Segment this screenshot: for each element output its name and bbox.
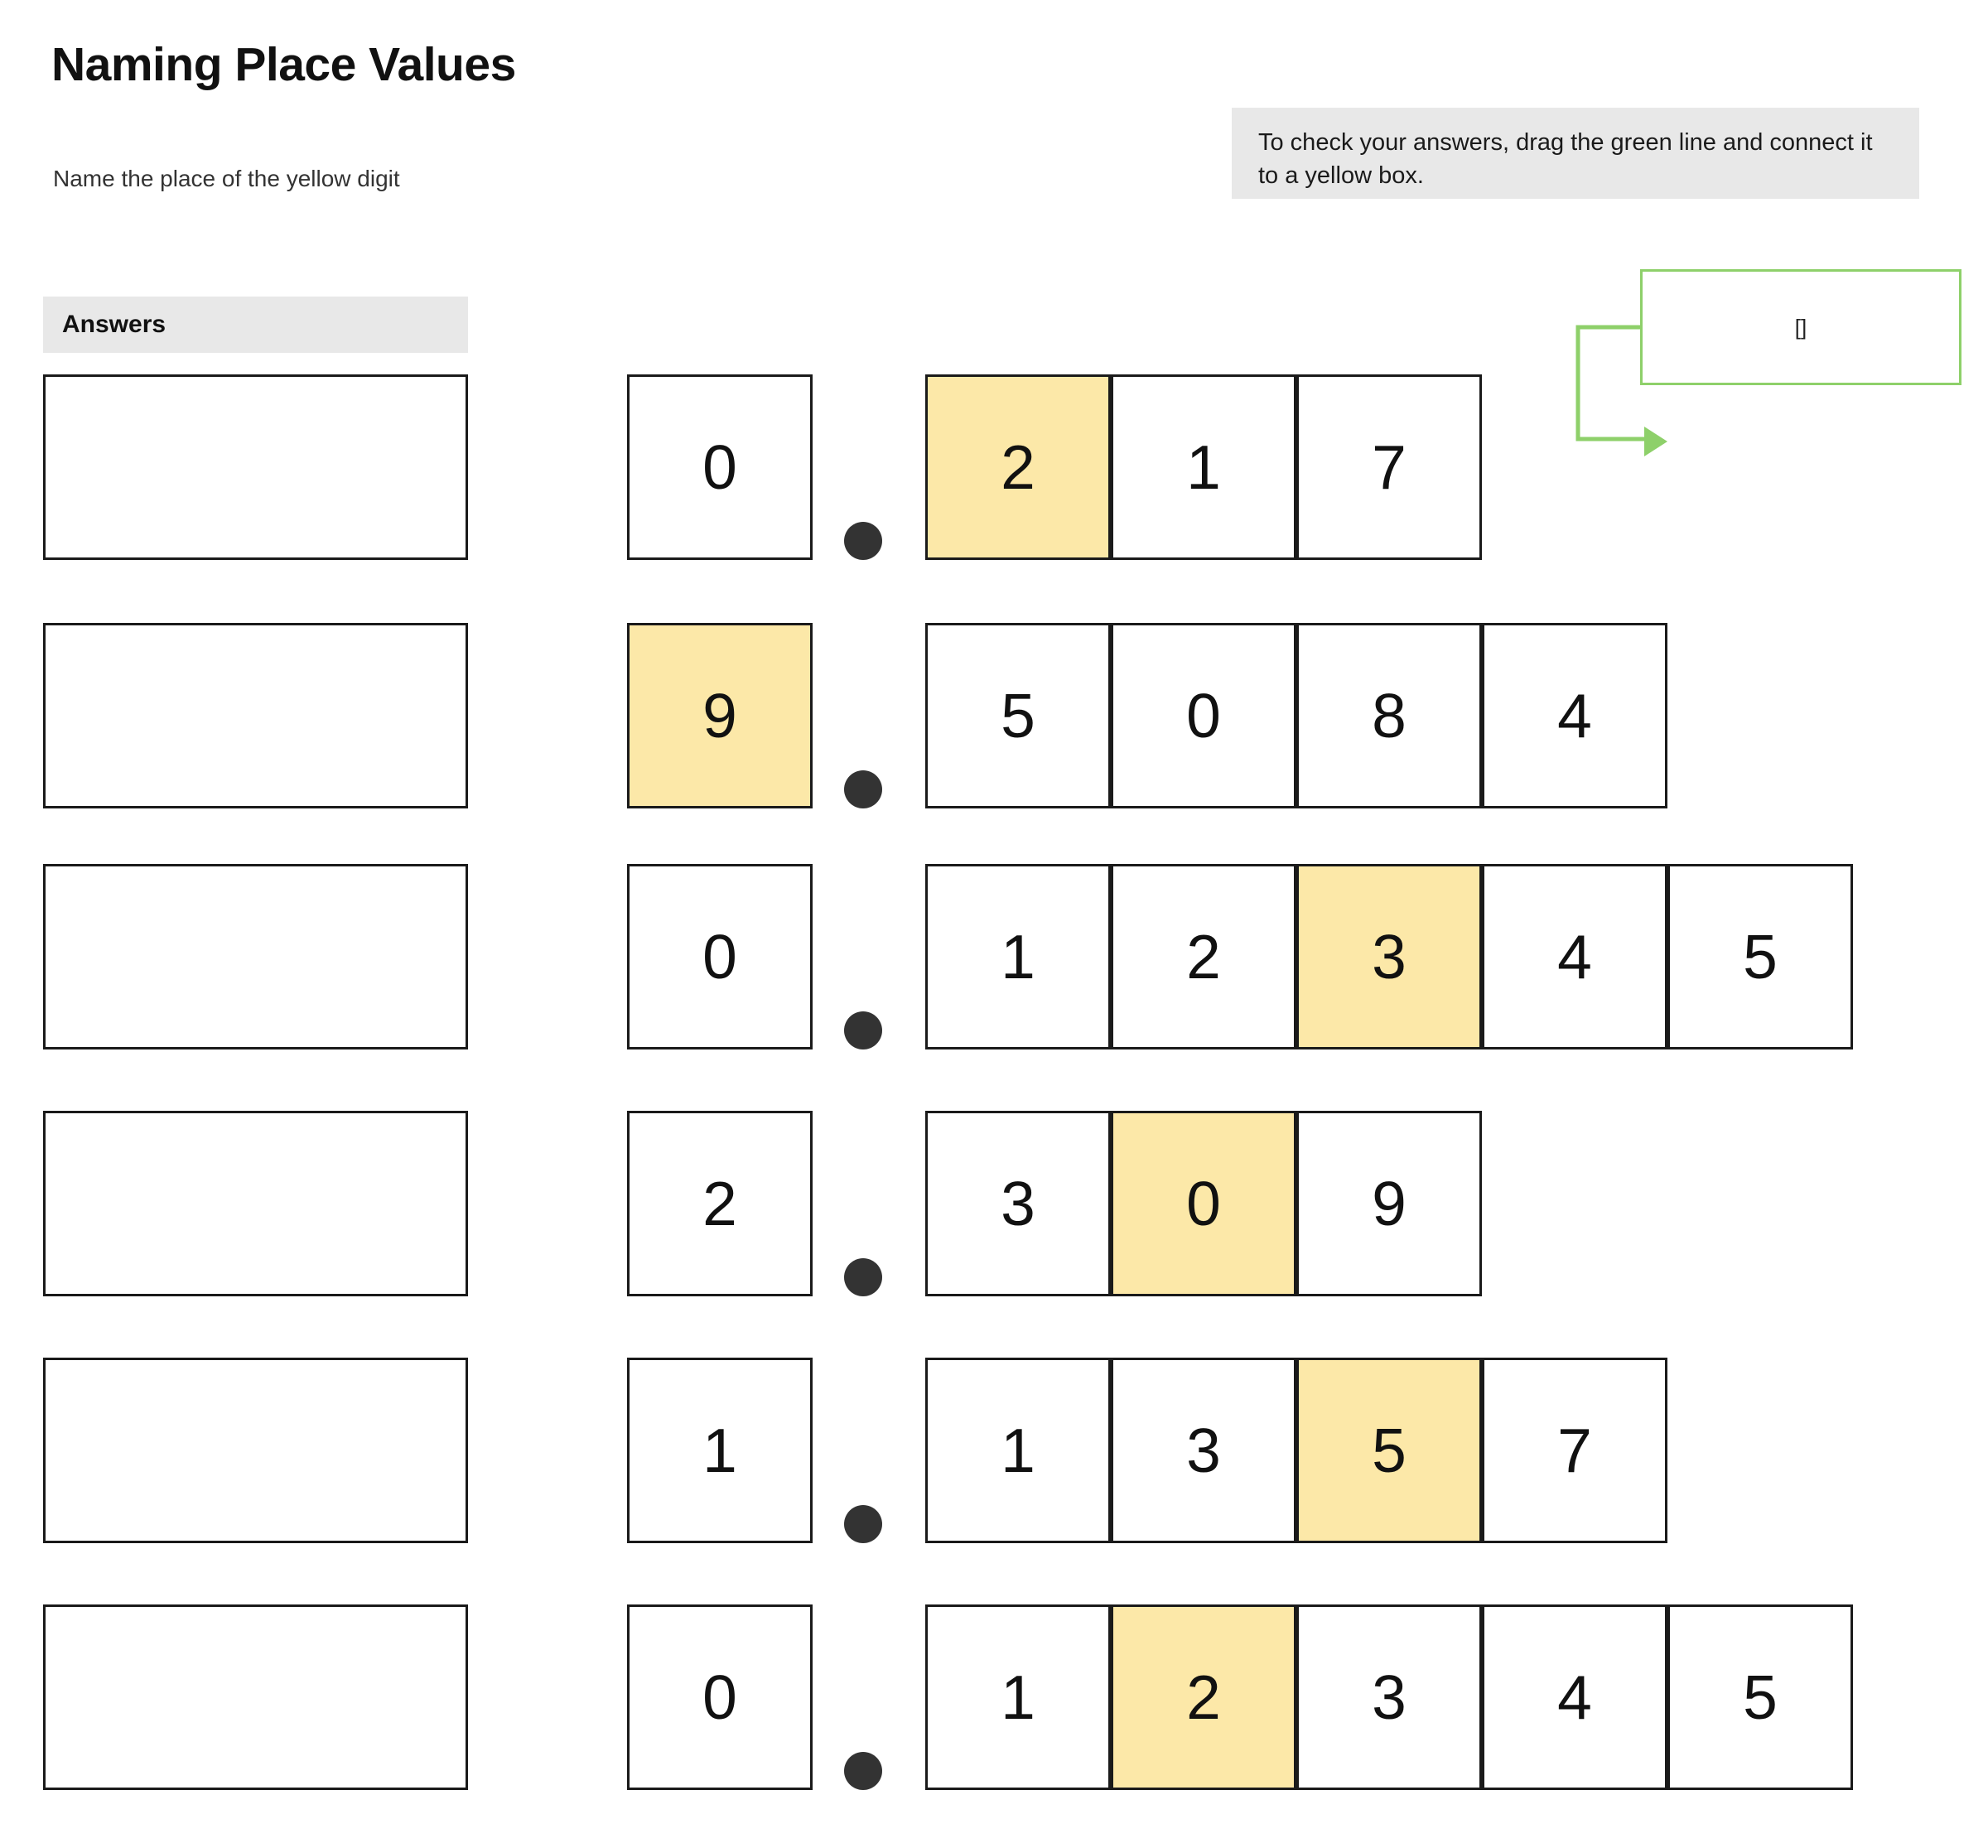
digit-cell: 9 <box>1296 1111 1482 1296</box>
decimal-point-icon <box>844 770 882 808</box>
digit-cell: 0 <box>1111 1111 1296 1296</box>
problem-row <box>0 1604 1988 1790</box>
problem-row <box>0 864 1988 1049</box>
hint-box <box>1232 108 1919 199</box>
problem-row <box>0 374 1988 560</box>
digit-cell: 1 <box>925 1358 1111 1543</box>
page-subtitle: Name the place of the yellow digit <box>53 166 400 191</box>
whole-part <box>627 1604 813 1790</box>
digit-cell: 3 <box>1111 1358 1296 1543</box>
digit-cell: 1 <box>925 1604 1111 1790</box>
digit-cell: 8 <box>1296 623 1482 808</box>
decimal-part <box>925 374 1482 560</box>
digit-cell: 2 <box>1111 864 1296 1049</box>
decimal-point-icon <box>844 522 882 560</box>
digit-cell: 3 <box>1296 864 1482 1049</box>
digit-cell: 1 <box>925 864 1111 1049</box>
digit-cell: 1 <box>627 1358 813 1543</box>
decimal-point-icon <box>844 1011 882 1049</box>
decimal-point-icon <box>844 1752 882 1790</box>
digit-cell: 4 <box>1482 864 1667 1049</box>
digit-cell: 2 <box>627 1111 813 1296</box>
digit-cell: 5 <box>1667 1604 1853 1790</box>
decimal-part <box>925 864 1853 1049</box>
digit-cell: 2 <box>1111 1604 1296 1790</box>
whole-part <box>627 1358 813 1543</box>
whole-part <box>627 374 813 560</box>
answers-column-header: Answers <box>43 297 468 353</box>
decimal-part <box>925 623 1667 808</box>
digit-cell: 7 <box>1296 374 1482 560</box>
whole-part <box>627 623 813 808</box>
digit-cell: 5 <box>1667 864 1853 1049</box>
digit-cell: 0 <box>1111 623 1296 808</box>
hint-text: To check your answers, drag the green line and connect it to a yellow box. <box>1258 129 1873 190</box>
page-title: Naming Place Values <box>51 38 516 91</box>
whole-part <box>627 864 813 1049</box>
digit-cell: 3 <box>1296 1604 1482 1790</box>
digit-cell: 4 <box>1482 623 1667 808</box>
digit-cell: 9 <box>627 623 813 808</box>
drag-target-box[interactable]: [] <box>1640 269 1961 385</box>
decimal-part <box>925 1604 1853 1790</box>
digit-cell: 7 <box>1482 1358 1667 1543</box>
decimal-part <box>925 1358 1667 1543</box>
digit-cell: 1 <box>1111 374 1296 560</box>
digit-cell: 4 <box>1482 1604 1667 1790</box>
digit-cell: 0 <box>627 1604 813 1790</box>
digit-cell: 5 <box>1296 1358 1482 1543</box>
digit-cell: 2 <box>925 374 1111 560</box>
digit-cell: 0 <box>627 864 813 1049</box>
problem-row <box>0 1358 1988 1543</box>
whole-part <box>627 1111 813 1296</box>
digit-cell: 0 <box>627 374 813 560</box>
problem-row <box>0 1111 1988 1296</box>
digit-cell: 5 <box>925 623 1111 808</box>
decimal-point-icon <box>844 1505 882 1543</box>
decimal-part <box>925 1111 1482 1296</box>
decimal-point-icon <box>844 1258 882 1296</box>
problem-row <box>0 623 1988 808</box>
digit-cell: 3 <box>925 1111 1111 1296</box>
